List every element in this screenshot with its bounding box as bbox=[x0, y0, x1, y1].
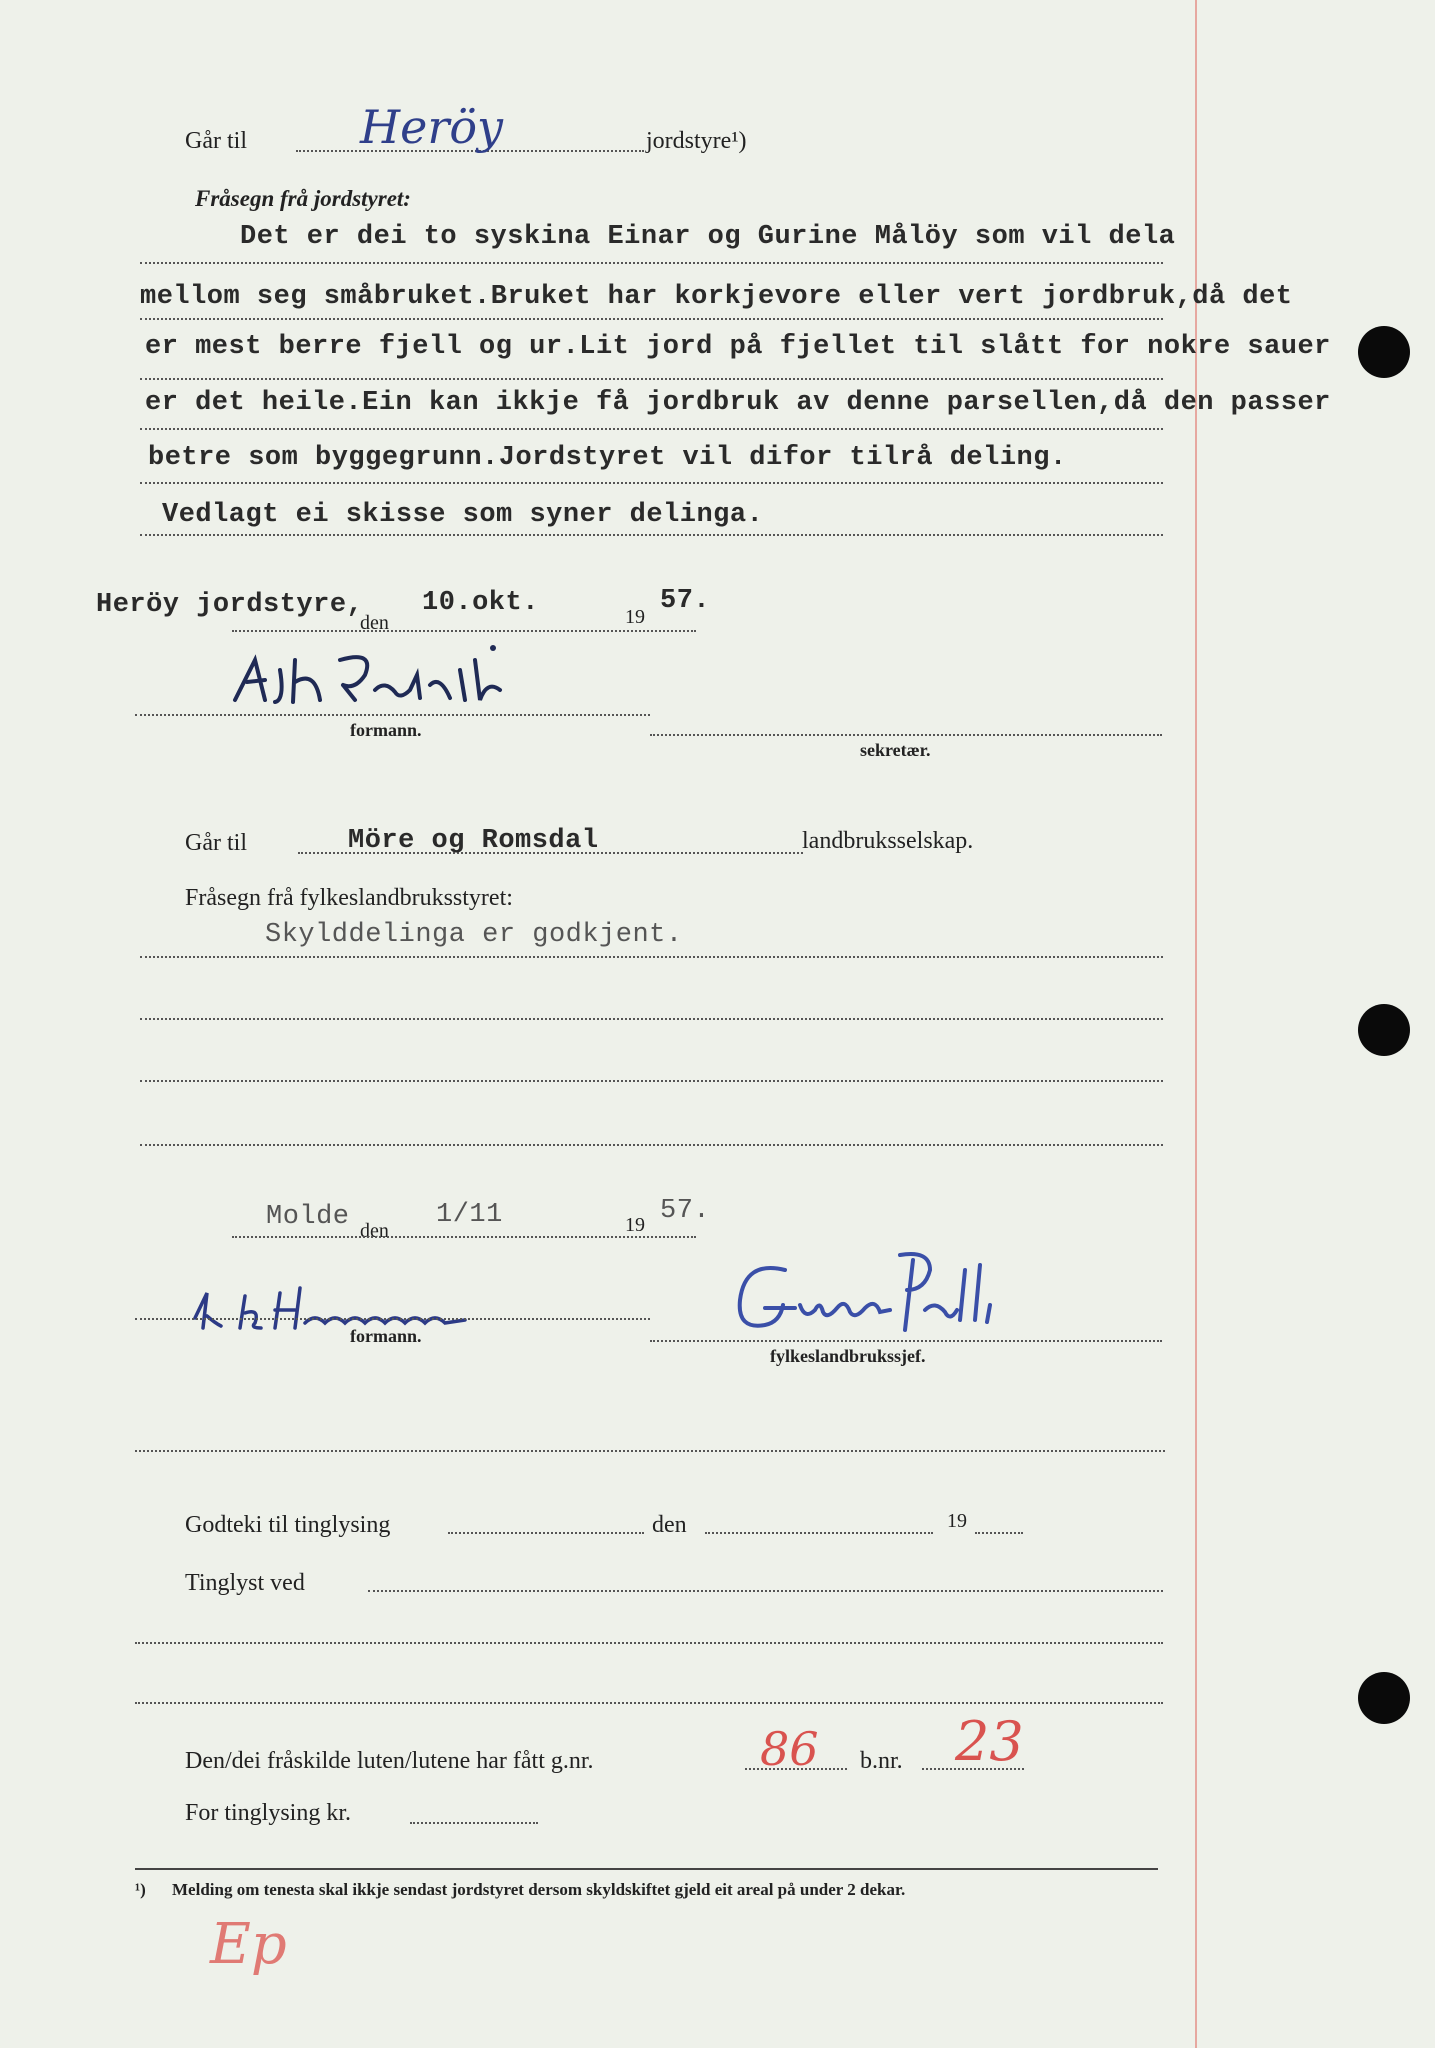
statement-line: er mest berre fjell og ur.Lit jord på fjellet til slått for nokre sauer bbox=[145, 332, 1331, 362]
year-suffix: 57. bbox=[660, 1196, 711, 1226]
formann-dotline-2 bbox=[135, 1318, 650, 1320]
footnote-marker: ¹) bbox=[135, 1880, 146, 1899]
landbruk-dotline bbox=[140, 1144, 1163, 1146]
formann-dotline bbox=[135, 714, 650, 716]
sekretaer-dotline bbox=[650, 734, 1162, 736]
selskap-suffix: landbruksselskap. bbox=[802, 828, 974, 854]
year-dotline bbox=[975, 1532, 1023, 1534]
kr-dotline bbox=[410, 1822, 538, 1824]
statement-line: er det heile.Ein kan ikkje få jordbruk av denne parsellen,då den passer bbox=[145, 388, 1331, 418]
bnr-value: 23 bbox=[955, 1710, 1024, 1773]
godteki-date-dotline bbox=[705, 1532, 933, 1534]
statement-dotline bbox=[140, 428, 1163, 430]
formann-label: formann. bbox=[350, 720, 422, 740]
statement-line: betre som byggegrunn.Jordstyret vil difor tilrå deling. bbox=[148, 443, 1067, 473]
footnote-text: Melding om tenesta skal ikkje sendast jordstyret dersom skyldskiftet gjeld eit areal på under 2 dekar. bbox=[172, 1880, 906, 1899]
statement-dotline bbox=[140, 262, 1163, 264]
jordstyre-handwritten: Heröy bbox=[360, 100, 504, 154]
year-prefix: 19 bbox=[625, 606, 645, 628]
separator-dotline bbox=[135, 1450, 1165, 1452]
fraasegn-landbruk-text: Skylddelinga er godkjent. bbox=[265, 920, 683, 950]
den-label: den bbox=[360, 1220, 389, 1242]
formann-signature bbox=[225, 630, 675, 720]
sjef-dotline bbox=[650, 1340, 1162, 1342]
jordstyre-suffix: jordstyre¹) bbox=[646, 128, 747, 154]
sjef-label: fylkeslandbrukssjef. bbox=[770, 1346, 926, 1366]
landbruk-dotline bbox=[140, 1018, 1163, 1020]
footnote-rule bbox=[135, 1868, 1158, 1870]
fraasegn-jordstyret-label: Fråsegn frå jordstyret: bbox=[195, 186, 411, 211]
punch-hole-2 bbox=[1358, 1004, 1410, 1056]
gaar-til-landbruk-label: Går til bbox=[185, 830, 247, 856]
statement-dotline bbox=[140, 534, 1163, 536]
red-initials: Ep bbox=[210, 1912, 287, 1977]
sekretaer-label: sekretær. bbox=[860, 740, 931, 760]
formann-label-2: formann. bbox=[350, 1326, 422, 1346]
statement-line: Vedlagt ei skisse som syner delinga. bbox=[162, 500, 764, 530]
landbruk-place: Molde bbox=[266, 1202, 350, 1232]
kr-label: For tinglysing kr. bbox=[185, 1800, 352, 1826]
statement-line: Det er dei to syskina Einar og Gurine Målöy som vil dela bbox=[240, 222, 1176, 252]
den-label: den bbox=[652, 1512, 687, 1538]
year-prefix: 19 bbox=[947, 1510, 967, 1532]
tinglyst-dotline-2 bbox=[135, 1642, 1163, 1644]
godteki-label: Godteki til tinglysing bbox=[185, 1512, 391, 1538]
punch-hole-3 bbox=[1358, 1672, 1410, 1724]
year-suffix: 57. bbox=[660, 586, 711, 616]
fylkeslandbrukssjef-signature bbox=[725, 1250, 1065, 1360]
fraasegn-landbruk-label: Fråsegn frå fylkeslandbruksstyret: bbox=[185, 885, 513, 911]
jordstyre-place: Heröy jordstyre, bbox=[96, 590, 364, 620]
den-label: den bbox=[360, 612, 389, 634]
statement-dotline bbox=[140, 482, 1163, 484]
punch-hole-1 bbox=[1358, 326, 1410, 378]
bnr-label: b.nr. bbox=[860, 1748, 903, 1774]
statement-line: mellom seg småbruket.Bruket har korkjevore eller vert jordbruk,då det bbox=[140, 282, 1293, 312]
godteki-dotline bbox=[448, 1532, 644, 1534]
landbruk-dotline bbox=[140, 1080, 1163, 1082]
tinglyst-label: Tinglyst ved bbox=[185, 1570, 305, 1596]
year-prefix: 19 bbox=[625, 1214, 645, 1236]
selskap-name: Möre og Romsdal bbox=[348, 826, 599, 856]
tinglyst-dotline bbox=[368, 1590, 1163, 1592]
landbruk-date-value: 1/11 bbox=[436, 1200, 503, 1230]
tinglyst-dotline-3 bbox=[135, 1702, 1163, 1704]
luten-label: Den/dei fråskilde luten/lutene har fått g.nr. bbox=[185, 1748, 594, 1774]
gnr-value: 86 bbox=[760, 1722, 819, 1776]
landbruk-dotline bbox=[140, 956, 1163, 958]
statement-dotline bbox=[140, 378, 1163, 380]
gaar-til-label: Går til bbox=[185, 128, 247, 154]
statement-dotline bbox=[140, 318, 1163, 320]
jordstyre-date-value: 10.okt. bbox=[422, 588, 539, 618]
